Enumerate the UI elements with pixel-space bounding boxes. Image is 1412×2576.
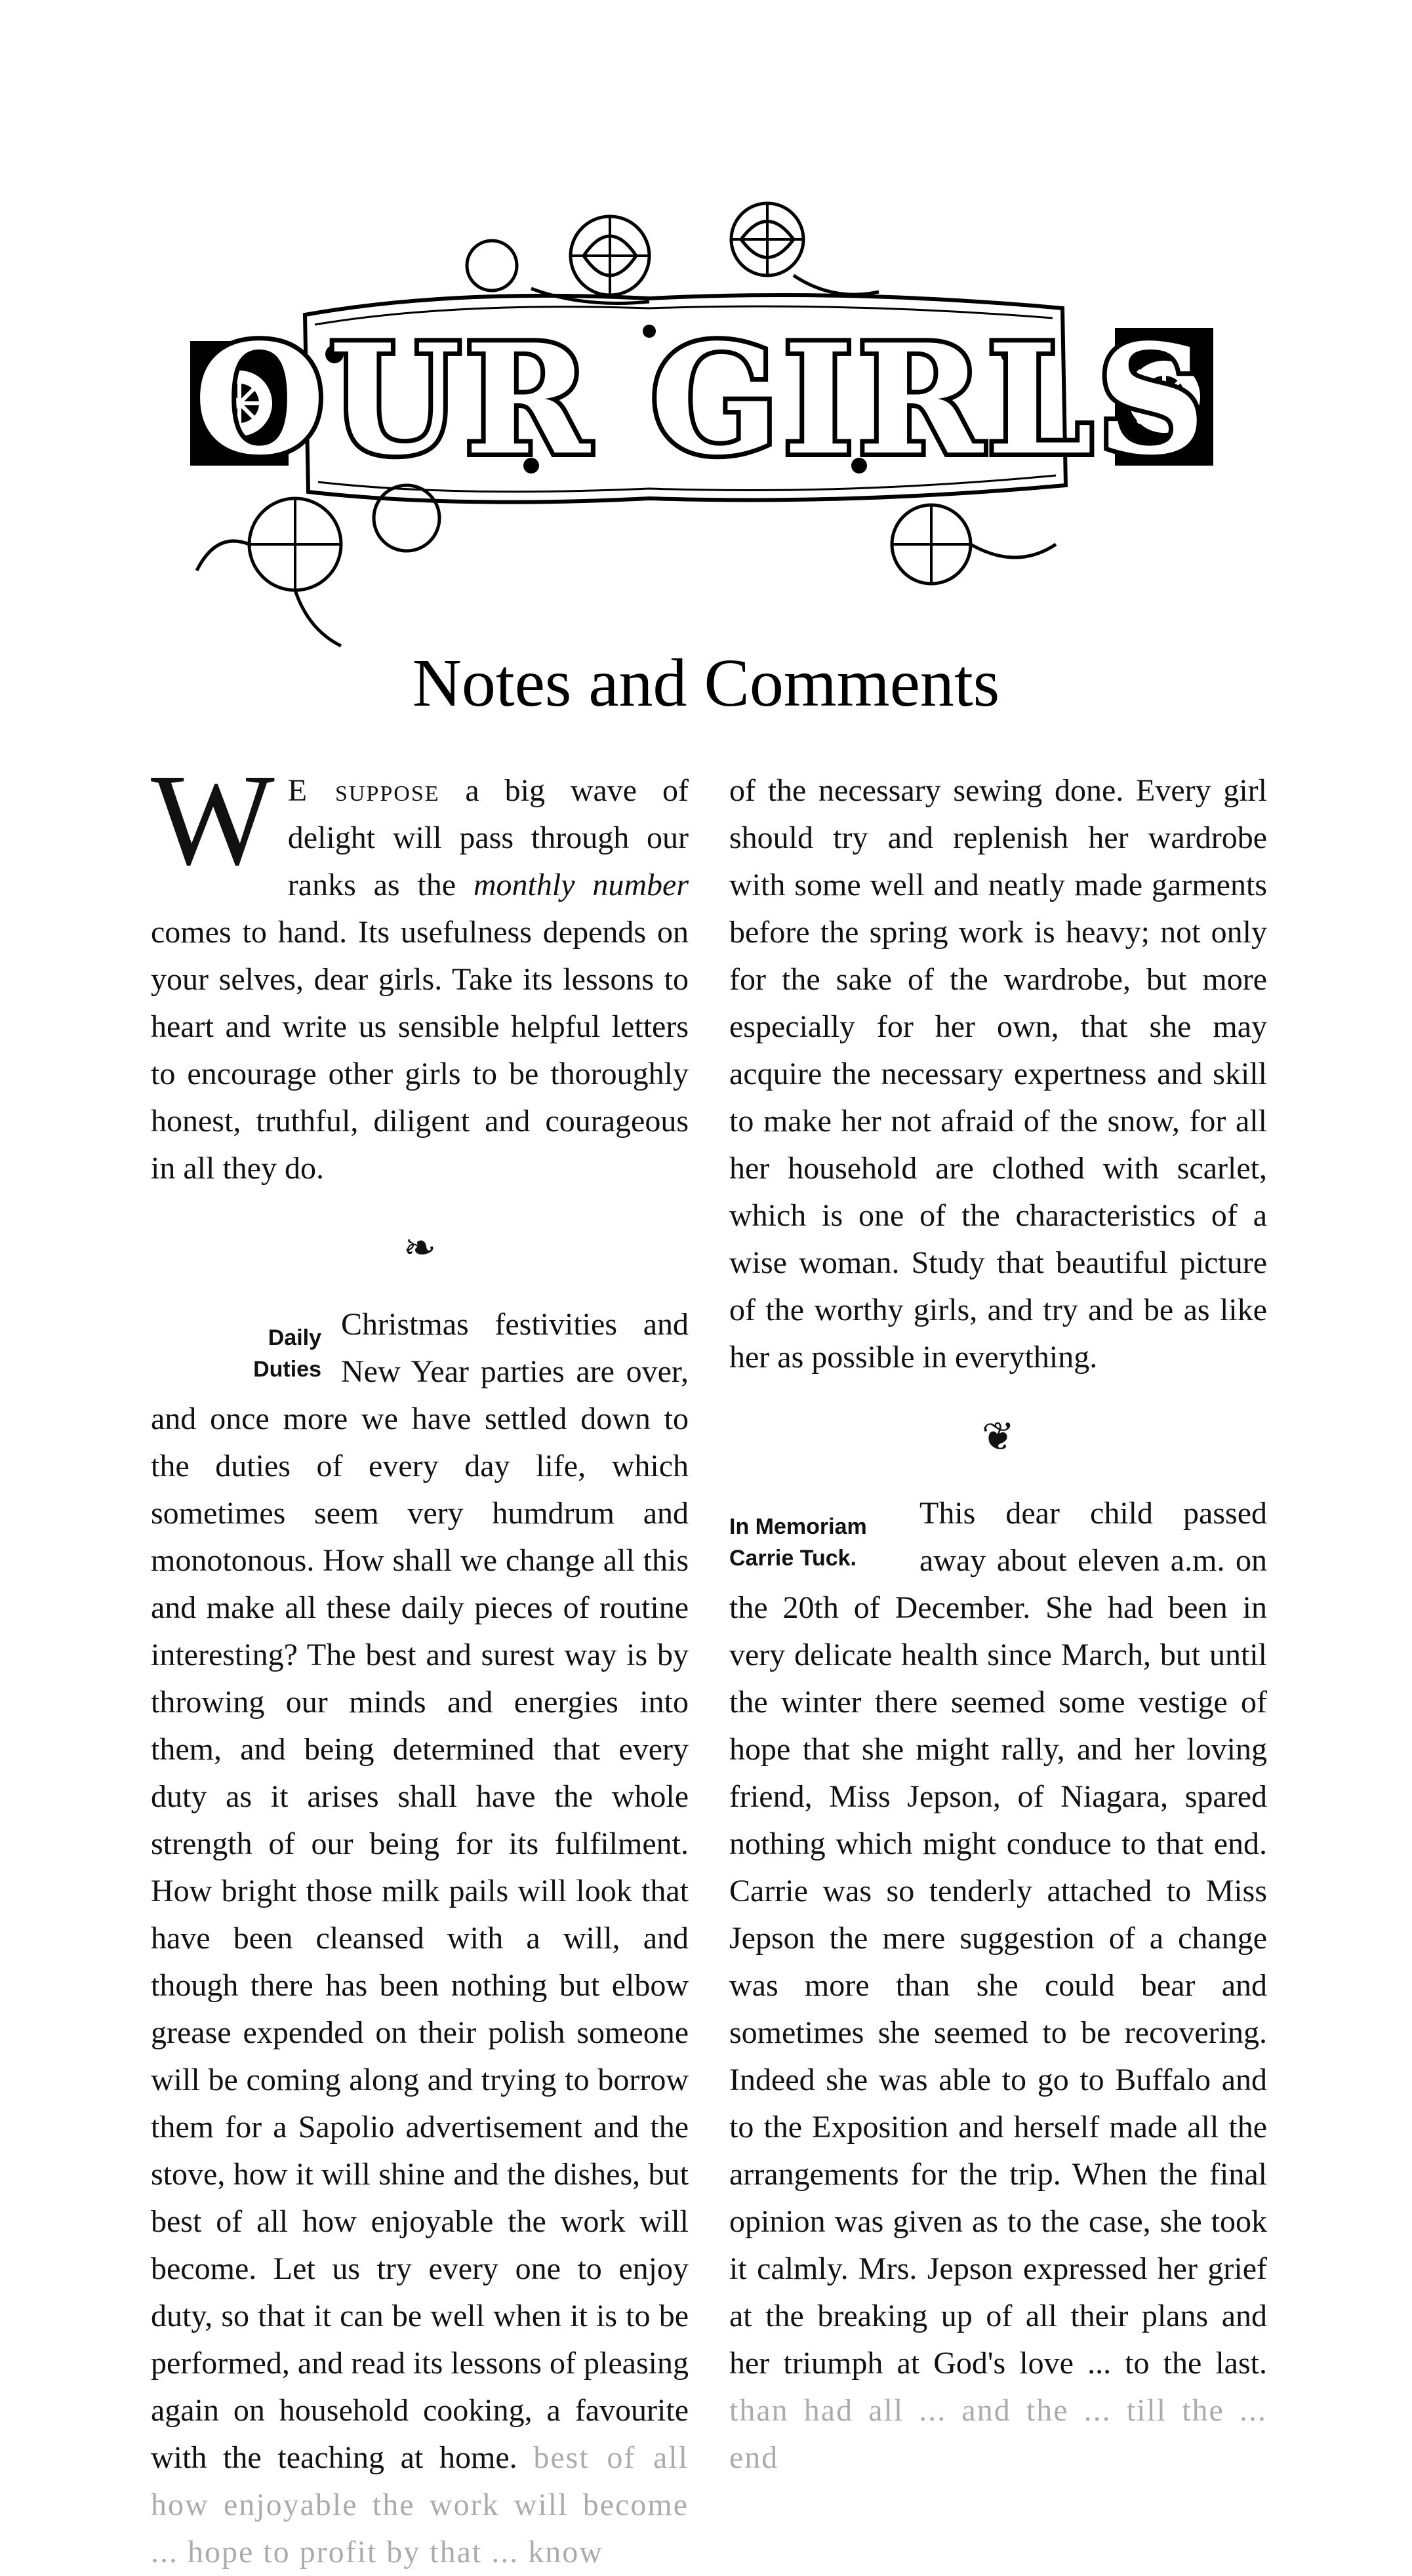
daily-duties-paragraph: [151, 1301, 689, 2576]
side-head-in-memoriam: [729, 1490, 900, 1574]
masthead-logo-text: OUR GIRLS: [193, 312, 1210, 489]
continuation-paragraph: [729, 767, 1267, 1381]
side-head-line: Carrie Tuck.: [729, 1546, 857, 1571]
masthead-svg: [190, 177, 1213, 649]
drop-cap: W: [151, 748, 275, 893]
faded-tail-text: best of all how enjoyable the work will become ... hope to profit by that ... know: [151, 2440, 689, 2569]
intro-italic: monthly number: [473, 868, 689, 902]
in-memoriam-text: This dear child passed away about eleven a.m. on the 20th of December. She had been in very delicate health since March, but until the winter there seemed some vestige of hope that she might rally, and her loving friend, Miss Jepson, of Niagara, spared nothing which might conduce to that end. Carrie was so tenderly attached to Miss Jepson the mere suggestion of a change was more than she could bear and sometimes she seemed to be recovering. Indeed she was able to go to Buffalo and to the Exposition and herself made all the arrangements for the trip. When the final opinion was given as to the case, she took it calmly. Mrs. Jepson expressed her grief at the breaking up of all their plans and her triumph at God's love ... to the last.: [729, 1496, 1267, 2381]
continuation-text: of the necessary sewing done. Every girl should try and replenish her wardrobe with some well and neatly made garments before the spring work is heavy; not only for the sake of the wardrobe, but more especially for her own, that she may acquire the necessary expertness and skill to make her not afraid of the snow, for all her household are clothed with scarlet, which is one of the characteristics of a wise woman. Study that beautiful picture of the worthy girls, and try and be as like her as possible in everything.: [729, 773, 1267, 1375]
masthead-illustration: [190, 177, 1213, 649]
in-memoriam-paragraph: [729, 1490, 1267, 2482]
side-head-daily-duties: [151, 1301, 321, 1385]
top-chrysanthemum: [467, 203, 879, 304]
section-title: Notes and Comments: [412, 645, 1000, 721]
daily-duties-text: Christmas festivities and New Year parties are over, and once more we have settled down to the duties of every day life, which sometimes seem very humdrum and monotonous. How shall we change all this and make all these daily pieces of routine interesting? The best and surest way is by throwing our minds and energies into them, and being determined that every duty as it arises shall have the whole strength of our being for its fulfilment. How bright those milk pails will look that have been cleansed with a will, and though there has been nothing but elbow grease expended on their polish someone will be coming along and trying to borrow them for a Sapolio advertisement and the stove, how it will shine and the dishes, but best of all how enjoyable the work will become. Let us try every one to enjoy duty, so that it can be well when it is to be performed, and read its lessons of pleasing again on household cooking, a favourite with the teaching at home.: [151, 1307, 689, 2475]
faded-tail-text: than had all ... and the ... till the ... end: [729, 2393, 1267, 2475]
bottom-chrysanthemum: [197, 485, 1056, 646]
side-head-line: Daily: [268, 1325, 321, 1350]
right-column: [729, 767, 1267, 2482]
left-column: [151, 748, 689, 2576]
intro-text-1: a big wave of delight will pass through our ranks as the: [287, 773, 689, 902]
intro-paragraph: [151, 748, 689, 1192]
side-head-line: In Memoriam: [729, 1514, 867, 1539]
intro-text-2: comes to hand. Its usefulness depends on your selves, dear girls. Take its lessons to heart and write us sensible helpful letters to encourage other girls to be thoroughly honest, truthful, diligent and courageous in all they do.: [151, 915, 689, 1186]
intro-first-words: E suppose: [287, 773, 440, 808]
side-head-line: Duties: [253, 1357, 321, 1382]
fleuron-icon: ❦: [981, 1415, 1015, 1459]
fleuron-icon: ❧: [403, 1226, 437, 1270]
